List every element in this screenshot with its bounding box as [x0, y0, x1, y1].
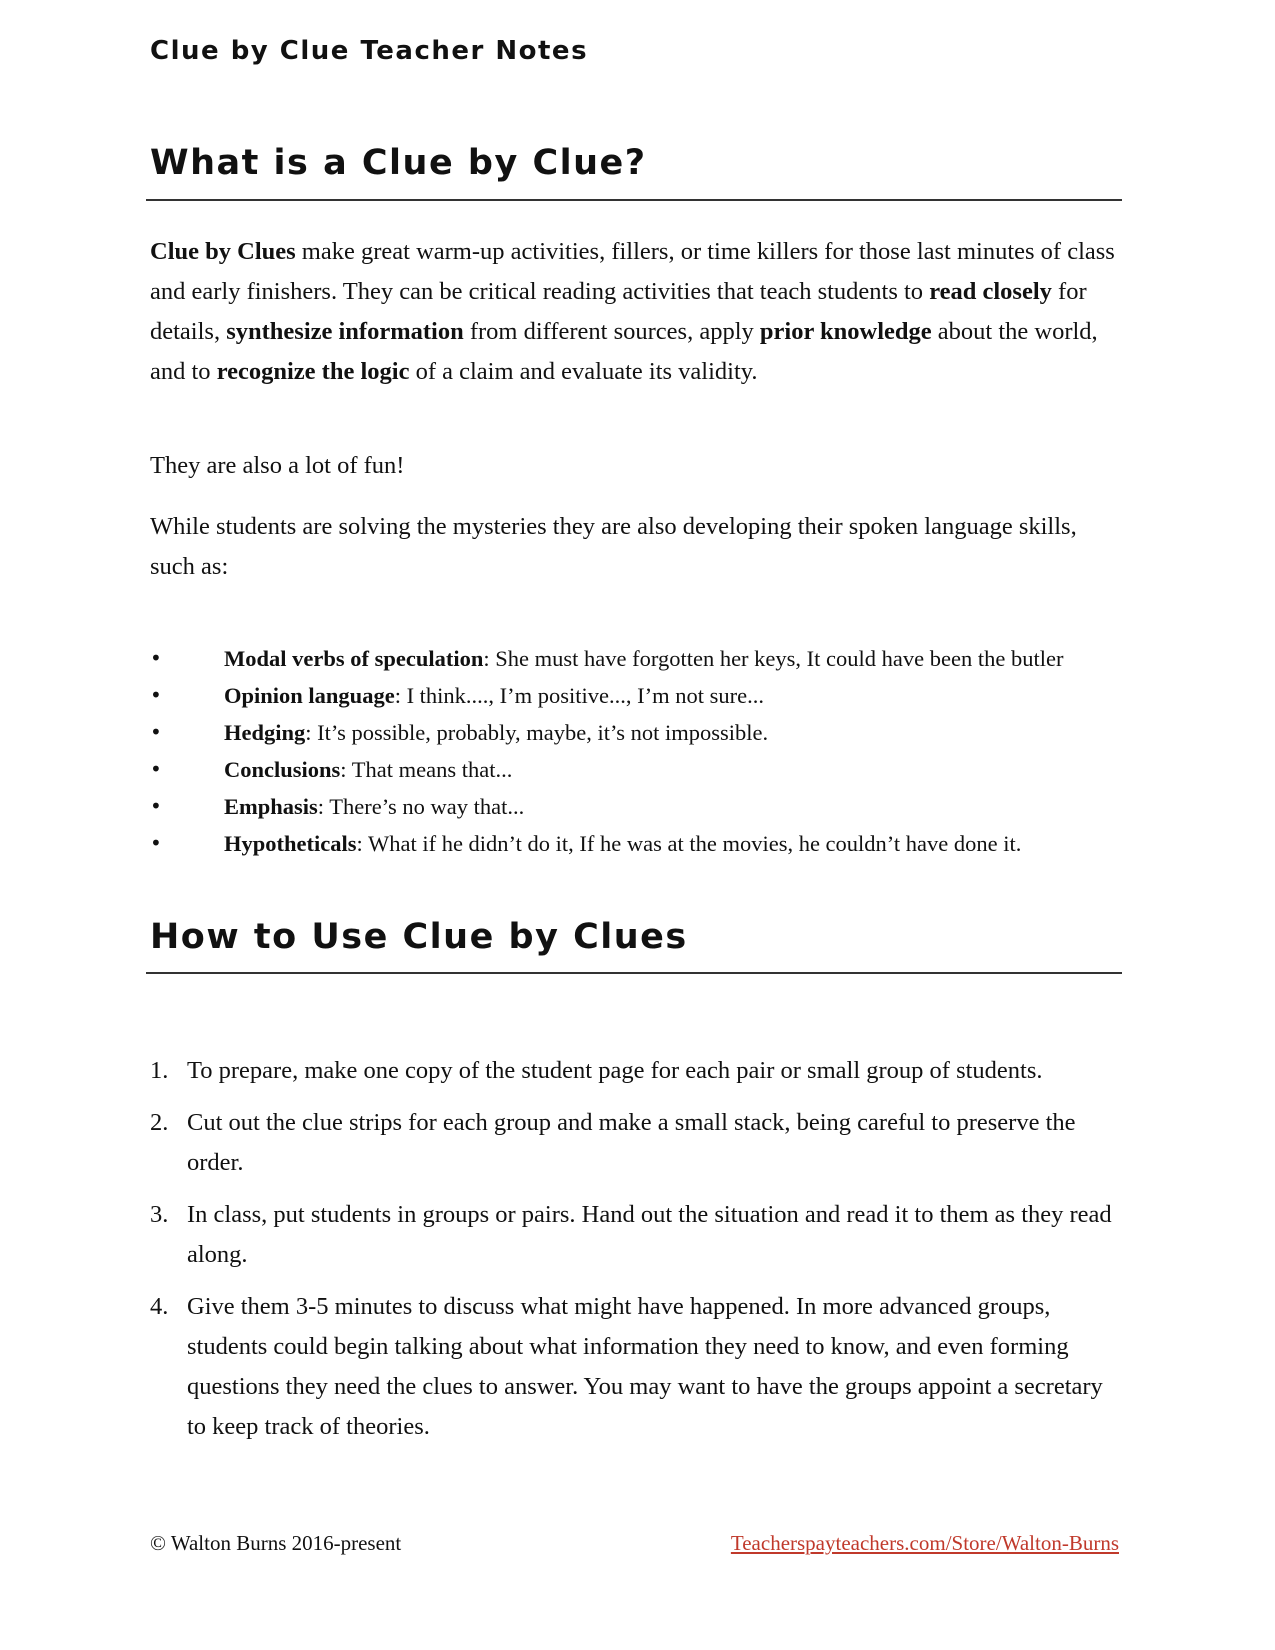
bullet-term: Conclusions [224, 757, 341, 782]
bullet-icon: • [150, 794, 162, 818]
step-number: 1. [150, 1057, 169, 1084]
paragraph-text: for details, [150, 278, 1087, 345]
bullet-text: : She must have forgotten her keys, It could have been the butler [483, 646, 1064, 671]
bullet-term: Opinion language [224, 683, 395, 708]
step-number: 3. [150, 1201, 169, 1228]
skills-intro-paragraph: While students are solving the mysteries they are also developing their spoken language skills, such as: [150, 513, 1077, 580]
bullet-text: : That means that... [340, 757, 513, 782]
skills-bullet-list [150, 640, 1125, 862]
bold-term: recognize the logic [216, 358, 410, 385]
bullet-text: : There’s no way that... [317, 794, 525, 819]
heading-rule [146, 972, 1122, 974]
bullet-item [150, 640, 1125, 677]
step-number: 4. [150, 1293, 169, 1320]
section-heading-what-is: What is a Clue by Clue? [150, 143, 647, 183]
step-text: To prepare, make one copy of the student page for each pair or small group of students. [187, 1057, 1043, 1084]
step-item [150, 1287, 1120, 1447]
bullet-term: Hypotheticals [224, 831, 357, 856]
bullet-item [150, 751, 1125, 788]
step-item [150, 1051, 1120, 1091]
step-text: Give them 3-5 minutes to discuss what might have happened. In more advanced groups, students could begin talking about what information they need to know, and even forming questions they need the clues to answer. You may want to have the groups appoint a secretary to keep track of theories. [187, 1293, 1103, 1440]
bullet-item [150, 788, 1125, 825]
step-number: 2. [150, 1109, 169, 1136]
bullet-term: Hedging [224, 720, 306, 745]
bold-term: read closely [929, 278, 1052, 305]
step-item [150, 1103, 1120, 1183]
step-text: Cut out the clue strips for each group and make a small stack, being careful to preserve the order. [187, 1109, 1076, 1176]
bold-term: prior knowledge [759, 318, 932, 345]
section-heading-how-to-use: How to Use Clue by Clues [150, 917, 688, 957]
bullet-icon: • [150, 720, 162, 744]
paragraph-text: make great warm-up activities, fillers, or time killers for those last minutes of class and early finishers. They can be critical reading activities that teach students to [150, 238, 1115, 305]
bullet-text: : It’s possible, probably, maybe, it’s not impossible. [305, 720, 769, 745]
bullet-icon: • [150, 831, 162, 855]
bullet-icon: • [150, 757, 162, 781]
step-item [150, 1195, 1120, 1275]
paragraph-text: from different sources, apply [463, 318, 760, 345]
store-link[interactable]: Teacherspayteachers.com/Store/Walton-Burns [730, 1531, 1119, 1555]
bullet-term: Emphasis [224, 794, 318, 819]
step-text: In class, put students in groups or pairs. Hand out the situation and read it to them as they read along. [187, 1201, 1112, 1268]
bold-term: Clue by Clues [150, 238, 296, 265]
bullet-icon: • [150, 683, 162, 707]
bullet-text: : What if he didn’t do it, If he was at the movies, he couldn’t have done it. [356, 831, 1022, 856]
bold-term: synthesize information [226, 318, 464, 345]
bullet-item [150, 677, 1125, 714]
paragraph-text: of a claim and evaluate its validity. [409, 358, 758, 385]
copyright-text: © Walton Burns 2016-present [150, 1531, 402, 1555]
running-header: Clue by Clue Teacher Notes [150, 36, 589, 66]
steps-list [150, 1051, 1120, 1459]
bullet-text: : I think...., I’m positive..., I’m not sure... [394, 683, 765, 708]
paragraph-text: about the world, and to [150, 318, 1098, 385]
fun-paragraph: They are also a lot of fun! [150, 452, 405, 479]
bullet-term: Modal verbs of speculation [224, 646, 484, 671]
bullet-item [150, 714, 1125, 751]
bullet-icon: • [150, 646, 162, 670]
intro-paragraph [150, 232, 1120, 392]
heading-rule [146, 199, 1122, 201]
bullet-item [150, 825, 1125, 862]
